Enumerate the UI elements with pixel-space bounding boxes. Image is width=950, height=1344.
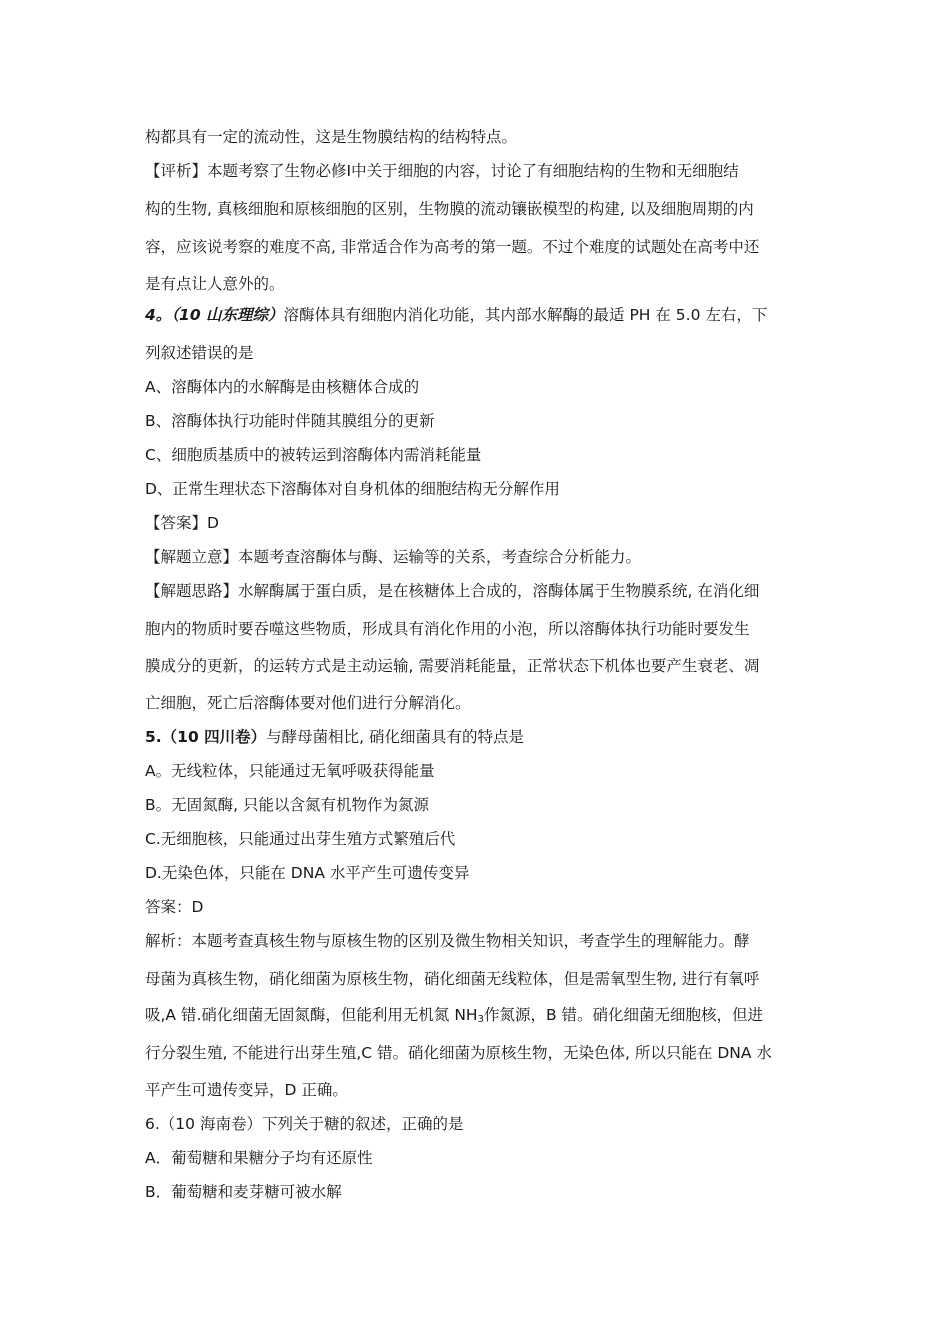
option-c: C、细胞质基质中的被转运到溶酶体内需消耗能量 xyxy=(145,446,482,464)
option-d: D、正常生理状态下溶酶体对自身机体的细胞结构无分解作用 xyxy=(145,480,560,498)
subscript: 3 xyxy=(477,1014,484,1025)
text-line: 【解题立意】本题考查溶酶体与酶、运输等的关系，考查综合分析能力。 xyxy=(145,548,642,566)
text-line xyxy=(145,1005,813,1025)
text-line: 是有点让人意外的。 xyxy=(145,275,285,293)
question-4-line xyxy=(145,305,813,325)
option-b: B。无固氮酶, 只能以含氮有机物作为氮源 xyxy=(145,796,429,814)
option-c: C.无细胞核，只能通过出芽生殖方式繁殖后代 xyxy=(145,830,456,848)
text-line: 解析：本题考查真核生物与原核生物的区别及微生物相关知识，考查学生的理解能力。酵 xyxy=(145,932,750,950)
question-6-line: 6.（10 海南卷）下列关于糖的叙述，正确的是 xyxy=(145,1115,464,1133)
question-text: 溶酶体具有细胞内消化功能，其内部水解酶的最适 PH 在 5.0 左右，下 xyxy=(283,306,768,324)
text-line: 平产生可遗传变异，D 正确。 xyxy=(145,1081,348,1099)
text-line: 构的生物, 真核细胞和原核细胞的区别，生物膜的流动镶嵌模型的构建, 以及细胞周期的内 xyxy=(145,200,754,218)
text-line: 容，应该说考察的难度不高, 非常适合作为高考的第一题。不过个难度的试题处在高考中还 xyxy=(145,238,760,256)
text-segment: 吸,A 错.硝化细菌无固氮酶，但能利用无机氮 NH xyxy=(145,1006,478,1024)
option-a: A．葡萄糖和果糖分子均有还原性 xyxy=(145,1149,373,1167)
text-line: 行分裂生殖, 不能进行出芽生殖,C 错。硝化细菌为原核生物，无染色体, 所以只能在 DNA 水 xyxy=(145,1044,772,1062)
option-b: B、溶酶体执行功能时伴随其膜组分的更新 xyxy=(145,412,435,430)
text-line: 膜成分的更新，的运转方式是主动运输, 需要消耗能量，正常状态下机体也要产生衰老、凋 xyxy=(145,657,760,675)
question-number: 4。（10 山东理综） xyxy=(145,306,284,324)
text-segment: 作氮源，B 错。硝化细菌无细胞核，但进 xyxy=(483,1006,764,1024)
option-b: B．葡萄糖和麦芽糖可被水解 xyxy=(145,1183,342,1201)
option-a: A。无线粒体，只能通过无氧呼吸获得能量 xyxy=(145,762,435,780)
option-d: D.无染色体，只能在 DNA 水平产生可遗传变异 xyxy=(145,864,470,882)
text-line: 列叙述错误的是 xyxy=(145,344,254,362)
answer-line: 答案：D xyxy=(145,898,204,916)
answer-line: 【答案】D xyxy=(145,514,219,532)
option-a: A、溶酶体内的水解酶是由核糖体合成的 xyxy=(145,378,420,396)
text-line: 【解题思路】水解酶属于蛋白质，是在核糖体上合成的，溶酶体属于生物膜系统, 在消化细 xyxy=(145,582,760,600)
text-line: 【评析】本题考察了生物必修Ⅰ中关于细胞的内容，讨论了有细胞结构的生物和无细胞结 xyxy=(145,162,739,180)
question-number: 5.（10 四川卷） xyxy=(145,728,267,746)
question-text: 与酵母菌相比, 硝化细菌具有的特点是 xyxy=(266,728,524,746)
text-line: 母菌为真核生物，硝化细菌为原核生物，硝化细菌无线粒体，但是需氧型生物, 进行有氧呼 xyxy=(145,970,760,988)
question-5-line xyxy=(145,727,813,747)
text-line: 亡细胞，死亡后溶酶体要对他们进行分解消化。 xyxy=(145,694,471,712)
text-line: 胞内的物质时要吞噬这些物质，形成具有消化作用的小泡，所以溶酶体执行功能时要发生 xyxy=(145,620,750,638)
text-line: 构都具有一定的流动性，这是生物膜结构的结构特点。 xyxy=(145,128,518,146)
